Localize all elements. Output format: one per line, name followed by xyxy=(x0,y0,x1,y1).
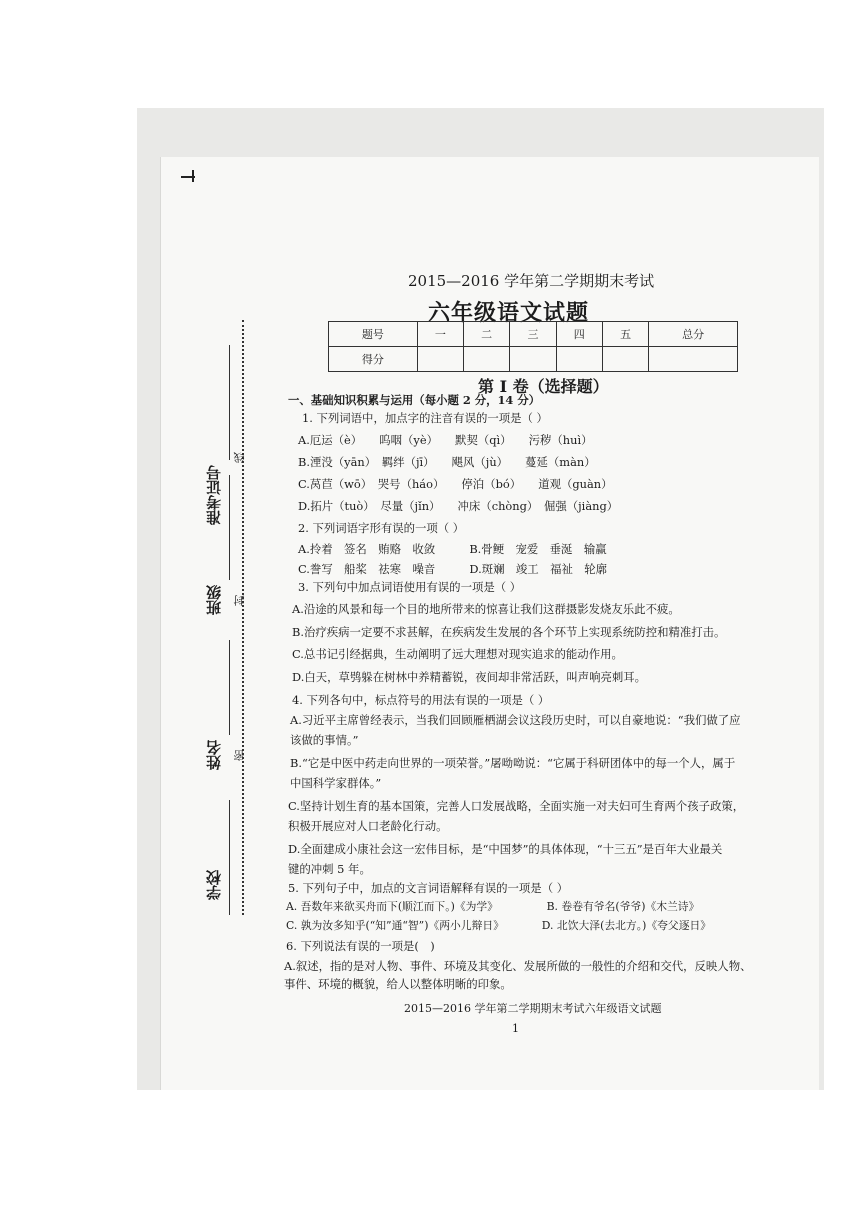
text-line: 1. 下列词语中，加点字的注音有误的一项是（ ） xyxy=(302,411,548,425)
text-line: A.叙述，指的是对人物、事件、环境及其变化、发展所做的一般性的介绍和交代，反映人物、 xyxy=(284,959,752,973)
section-heading: 第 I 卷（选择题） xyxy=(478,377,609,396)
text-line: D.白天，草鸮躲在树林中养精蓄锐，夜间却非常活跃，叫声响亮刺耳。 xyxy=(292,670,647,684)
text-line: A.习近平主席曾经表示，当我们回顾雁栖湖会议这段历史时，可以自豪地说：“我们做了应 xyxy=(290,713,741,727)
line-exam-no xyxy=(229,345,230,460)
score-cell: 五 xyxy=(602,322,648,347)
margin-tick-mark xyxy=(192,170,194,182)
text-line: 该做的事情。” xyxy=(290,733,359,747)
line-school xyxy=(229,800,230,915)
score-cell xyxy=(649,347,738,372)
text-line: 积极开展应对人口老龄化行动。 xyxy=(288,819,448,833)
label-exam-no: 准考证号 xyxy=(205,465,223,525)
part-heading: 一、基础知识积累与运用（每小题 2 分，14 分） xyxy=(288,393,541,407)
score-table xyxy=(328,321,738,372)
score-cell: 得分 xyxy=(329,347,418,372)
score-cell xyxy=(464,347,510,372)
text-line: C.莴苣（wō） 哭号（háo） 停泊（bó） 道观（guàn） xyxy=(298,477,613,491)
text-line: 2. 下列词语字形有误的一项（ ） xyxy=(298,521,465,535)
page-footer: 2015—2016 学年第二学期期末考试六年级语文试题 xyxy=(404,1002,662,1015)
label-school: 学校 xyxy=(205,870,223,900)
text-line: 中国科学家群体。” xyxy=(290,776,382,790)
text-line: 6. 下列说法有误的一项是( ) xyxy=(286,939,435,953)
label-name: 姓名 xyxy=(205,740,223,770)
score-cell: 四 xyxy=(556,322,602,347)
score-cell: 二 xyxy=(464,322,510,347)
score-cell: 题号 xyxy=(329,322,418,347)
seal-char-feng: 封 xyxy=(233,595,246,606)
text-line: C.坚持计划生育的基本国策，完善人口发展战略，全面实施一对夫妇可生育两个孩子政策， xyxy=(288,799,745,813)
text-line: A.沿途的风景和每一个目的地所带来的惊喜让我们这群摄影发烧友乐此不疲。 xyxy=(292,602,680,616)
seal-dotted-line xyxy=(242,320,244,915)
score-cell: 一 xyxy=(417,322,463,347)
score-cell: 总分 xyxy=(649,322,738,347)
text-line: 5. 下列句子中，加点的文言词语解释有误的一项是（ ） xyxy=(288,881,569,895)
text-line: 4. 下列各句中，标点符号的用法有误的一项是（ ） xyxy=(292,693,550,707)
line-name xyxy=(229,640,230,735)
text-line: B.“它是中医中药走向世界的一项荣誉。”屠呦呦说：“它属于科研团体中的每一个人，属于 xyxy=(290,756,736,770)
text-line: D.拓片（tuò） 尽量（jǐn） 冲床（chòng） 倔强（jiàng） xyxy=(298,499,619,513)
score-cell xyxy=(556,347,602,372)
text-line: D.全面建成小康社会这一宏伟目标，是“中国梦”的具体体现，“十三五”是百年大业最关 xyxy=(288,842,723,856)
score-cell xyxy=(417,347,463,372)
score-cell xyxy=(510,347,556,372)
text-line: B.治疗疾病一定要不求甚解，在疾病发生发展的各个环节上实现系统防控和精准打击。 xyxy=(292,625,726,639)
page-number: 1 xyxy=(512,1022,519,1035)
score-cell: 三 xyxy=(510,322,556,347)
paper-subtitle: 六年级语文试题 xyxy=(428,300,590,326)
text-line: 3. 下列句中加点词语使用有误的一项是（ ） xyxy=(298,580,522,594)
score-table-row xyxy=(329,347,738,372)
seal-char-mi: 密 xyxy=(233,750,246,761)
text-line: A.拎着 签名 贿赂 收敛 B.骨鲠 宠爱 垂涎 输赢 xyxy=(298,542,607,556)
label-class: 班级 xyxy=(205,585,223,615)
text-line: A. 吾数年来欲买舟而下(顺江而下。)《为学》 B. 卷卷有爷名(爷爷)《木兰诗》 xyxy=(286,900,700,913)
score-table-row xyxy=(329,322,738,347)
seal-char-xian: 线 xyxy=(233,452,246,463)
text-line: 事件、环境的概貌，给人以整体明晰的印象。 xyxy=(284,977,512,991)
text-line: C. 孰为汝多知乎(“知”通“智”)《两小儿辩日》 D. 北饮大泽(去北方。)《夸父逐日》 xyxy=(286,919,712,932)
exam-title: 2015—2016 学年第二学期期末考试 xyxy=(408,272,655,290)
score-cell xyxy=(602,347,648,372)
line-class xyxy=(229,475,230,580)
text-line: 键的冲刺 5 年。 xyxy=(288,862,371,876)
text-line: B.湮没（yān） 羁绊（jī） 飓风（jù） 蔓延（màn） xyxy=(298,455,596,469)
text-line: C.誊写 船桨 祛寒 噪音 D.斑斓 竣工 福祉 轮廓 xyxy=(298,562,608,576)
text-line: A.厄运（è） 呜咽（yè） 默契（qì） 污秽（huì） xyxy=(298,433,593,447)
text-line: C.总书记引经据典，生动阐明了远大理想对现实追求的能动作用。 xyxy=(292,647,623,661)
